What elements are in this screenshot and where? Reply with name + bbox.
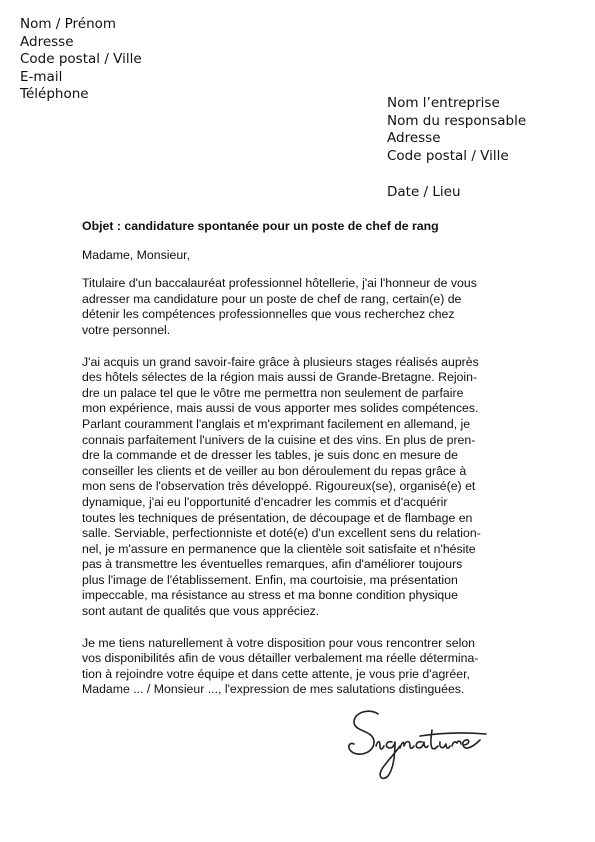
sender-name: Nom / Prénom: [20, 16, 117, 32]
letter-salutation: Madame, Monsieur,: [82, 247, 190, 262]
paragraph-line: dre un palace tel que le vôtre me permettra non seulement de parfaire: [82, 385, 464, 400]
paragraph-line: Titulaire d'un baccalauréat professionnel hôtellerie, j'ai l'honneur de vous: [82, 276, 477, 291]
sender-postal-city: Code postal / Ville: [20, 51, 142, 68]
recipient-manager: Nom du responsable: [387, 112, 527, 129]
paragraph-closing: [82, 636, 512, 698]
recipient-company: Nom l’entreprise: [387, 95, 500, 111]
paragraph-line: J'ai acquis un grand savoir-faire grâce à plusieurs stages réalisés auprès: [82, 354, 479, 369]
paragraph-line: mon expérience, mais aussi de vous apporter mes solides compétences.: [82, 401, 479, 416]
paragraph-experience: [82, 355, 512, 620]
paragraph-line: mon sens de l'observation très développé. Rigoureux(se), organisé(e) et: [82, 479, 476, 494]
paragraph-line: impeccable, ma résistance au stress et ma bonne condition physique: [82, 588, 458, 603]
sender-email: E-mail: [20, 68, 63, 85]
paragraph-line: adresser ma candidature pour un poste de chef de rang, certain(e) de: [82, 291, 462, 306]
paragraph-line: des hôtels sélectes de la région mais aussi de Grande-Bretagne. Rejoin-: [82, 370, 478, 385]
recipient-postal-city: Code postal / Ville: [387, 147, 509, 164]
paragraph-line: salle. Serviable, perfectionniste et doté(e) d'un excellent sens du relation-: [82, 526, 481, 541]
letter-subject: Objet : candidature spontanée pour un poste de chef de rang: [82, 219, 439, 233]
letter-body: [82, 219, 512, 714]
paragraph-line: dynamique, j'ai eu l'opportunité d'encadrer les commis et d'acquérir: [82, 494, 448, 509]
sender-phone: Téléphone: [20, 86, 89, 103]
paragraph-line: vos disponibilités afin de vous détailler verbalement ma réelle détermina-: [82, 651, 479, 666]
paragraph-line: sont autant de qualités que vous appréciez.: [82, 604, 320, 619]
paragraph-line: Parlant couramment l'anglais et m'exprimant facilement en allemand, je: [82, 416, 471, 431]
paragraph-line: nel, je m'assure en permanence que la clientèle soit satisfaite et n'hésite: [82, 541, 476, 556]
handwritten-signature: [340, 700, 500, 790]
paragraph-line: pas à transmettre les éventuelles remarques, afin d'améliorer toujours: [82, 557, 463, 572]
date-place: Date / Lieu: [387, 184, 461, 200]
paragraph-introduction: [82, 276, 512, 338]
recipient-address: Adresse: [387, 130, 441, 147]
sender-address: Adresse: [20, 33, 74, 50]
recipient-block: [387, 95, 526, 165]
paragraph-line: connais parfaitement l'univers de la cuisine et des vins. En plus de pren-: [82, 432, 476, 447]
paragraph-line: Je me tiens naturellement à votre disposition pour vous rencontrer selon: [82, 635, 476, 650]
paragraph-line: plus l'image de l'établissement. Enfin, ma courtoisie, ma présentation: [82, 572, 458, 587]
paragraph-line: toutes les techniques de présentation, de découpage et de flambage en: [82, 510, 473, 525]
signature-drawing: [340, 700, 500, 790]
paragraph-line: tion à rejoindre votre équipe et dans cette attente, je vous prie d'agréer,: [82, 666, 470, 681]
paragraph-line: dre la commande et de dresser les tables, je suis donc en mesure de: [82, 448, 458, 463]
paragraph-line: détenir les compétences professionnelles que vous recherchez chez: [82, 307, 455, 322]
paragraph-line: Madame ... / Monsieur ..., l'expression de mes salutations distinguées.: [82, 682, 465, 697]
sender-block: [20, 16, 142, 104]
paragraph-line: conseiller les clients et de veiller au bon déroulement du repas grâce à: [82, 463, 467, 478]
paragraph-line: votre personnel.: [82, 322, 171, 337]
